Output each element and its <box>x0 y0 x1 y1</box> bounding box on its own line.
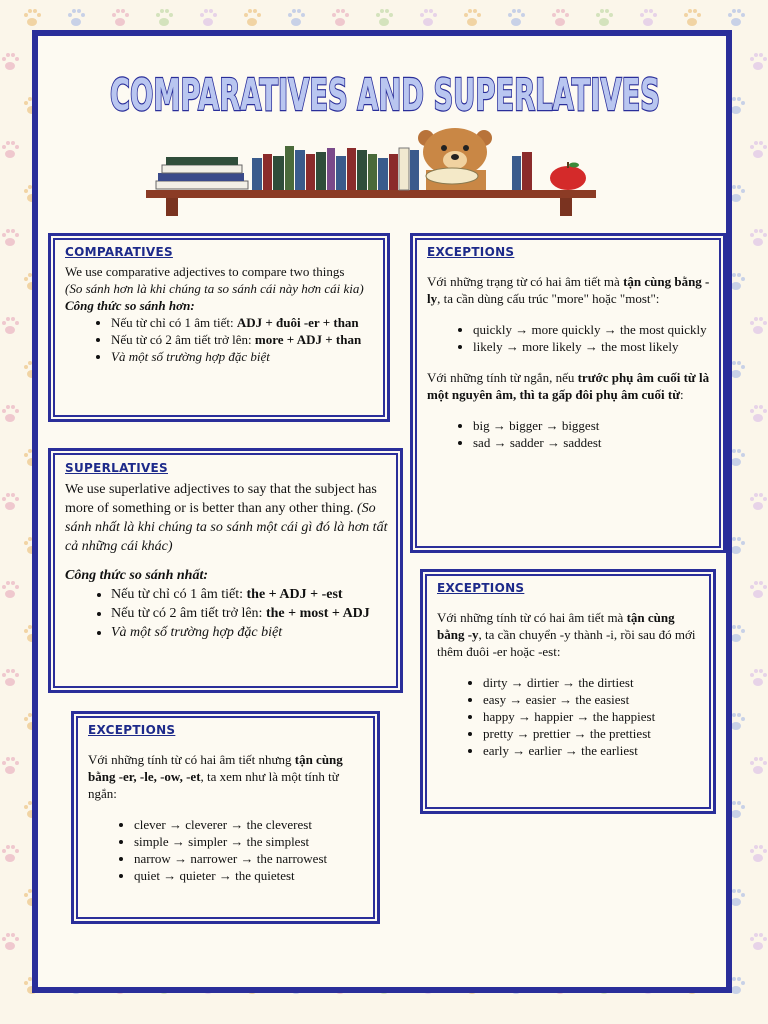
paw-print-icon <box>750 405 767 422</box>
exceptions-ly-box <box>410 233 726 553</box>
list-item: • dirty → dirtier → the dirtiest <box>483 674 701 691</box>
exceptions-double-list <box>427 417 711 451</box>
paw-print-icon <box>750 757 767 774</box>
list-item: • big → bigger → biggest <box>473 417 711 434</box>
exceptions-y-box <box>420 569 716 814</box>
paragraph-bold: tận cùng bằng -y <box>437 610 675 642</box>
comparatives-formula-label: Công thức so sánh hơn: <box>65 298 195 313</box>
exceptions-er-list <box>88 816 365 884</box>
paw-print-icon <box>2 845 19 862</box>
paw-print-icon <box>750 53 767 70</box>
list-item: • pretty → prettier → the prettiest <box>483 725 701 742</box>
paw-print-icon <box>112 9 129 26</box>
rule-text: Nếu từ có 2 âm tiết trở lên: <box>111 332 255 347</box>
list-item: • likely → more likely → the most likely <box>473 338 711 355</box>
superlatives-note: (So sánh nhất là khi chúng ta so sánh một cái gì đó là hơn tất cả những cái khác) <box>65 501 388 554</box>
paw-print-icon <box>24 9 41 26</box>
paw-print-icon <box>596 9 613 26</box>
paw-print-icon <box>200 9 217 26</box>
paw-print-icon <box>2 493 19 510</box>
list-item: • clever → cleverer → the cleverest <box>134 816 365 833</box>
paw-print-icon <box>420 9 437 26</box>
paw-print-icon <box>750 933 767 950</box>
rule-text: Nếu từ chỉ có 1 âm tiết: <box>111 587 247 602</box>
exceptions-er-heading: EXCEPTIONS <box>88 723 176 737</box>
paw-print-icon <box>464 9 481 26</box>
comparatives-rules <box>65 314 375 365</box>
paragraph-text: : <box>680 387 684 402</box>
list-item <box>111 585 388 604</box>
paw-print-icon <box>2 141 19 158</box>
superlatives-box <box>48 448 403 693</box>
superlatives-intro <box>65 480 388 556</box>
rule-formula: the + ADJ + -est <box>246 587 343 602</box>
paw-print-icon <box>2 317 19 334</box>
superlatives-heading: SUPERLATIVES <box>65 461 168 475</box>
list-item: • easy → easier → the easiest <box>483 691 701 708</box>
comparatives-box <box>48 233 390 422</box>
paw-print-icon <box>68 9 85 26</box>
paw-print-icon <box>728 9 745 26</box>
list-item <box>111 604 388 623</box>
bookshelf-illustration <box>140 128 600 220</box>
paw-print-icon <box>640 9 657 26</box>
exceptions-y-heading: EXCEPTIONS <box>437 581 525 595</box>
rule-formula: more + ADJ + than <box>254 332 362 347</box>
paw-print-icon <box>508 9 525 26</box>
paw-print-icon <box>2 669 19 686</box>
list-item: • quiet → quieter → the quietest <box>134 867 365 884</box>
paw-print-icon <box>2 53 19 70</box>
exceptions-double-paragraph <box>427 369 711 403</box>
paragraph-text: , ta xem như là một tính từ ngắn: <box>88 769 339 801</box>
list-item: • early → earlier → the earliest <box>483 742 701 759</box>
rule-formula: ADJ + đuôi -er + than <box>236 315 359 330</box>
paw-print-icon <box>750 581 767 598</box>
paw-print-icon <box>2 229 19 246</box>
paw-print-icon <box>750 669 767 686</box>
paragraph-text: Với những tính từ có hai âm tiết nhưng <box>88 752 295 767</box>
list-item: • narrow → narrower → the narrowest <box>134 850 365 867</box>
list-item: • quickly → more quickly → the most quickly <box>473 321 711 338</box>
paw-print-icon <box>332 9 349 26</box>
comparatives-heading: COMPARATIVES <box>65 245 173 259</box>
paragraph-text: , ta cần dùng cấu trúc "more" hoặc "most": <box>437 291 660 306</box>
paw-print-icon <box>750 229 767 246</box>
exceptions-er-paragraph <box>88 751 365 802</box>
paragraph-bold: tận cùng bằng -er, -le, -ow, -et <box>88 752 343 784</box>
list-item <box>111 331 375 348</box>
paw-print-icon <box>750 141 767 158</box>
paragraph-text: Với những trạng từ có hai âm tiết mà <box>427 274 624 289</box>
paragraph-text: Với những tính từ có hai âm tiết mà <box>437 610 627 625</box>
page-title-text: COMPARATIVES AND SUPERLATIVES <box>110 70 660 121</box>
paw-print-icon <box>288 9 305 26</box>
paragraph-text: Với những tính từ ngắn, nếu <box>427 370 578 385</box>
paw-print-icon <box>156 9 173 26</box>
exceptions-y-paragraph <box>437 609 701 660</box>
rule-text: Nếu từ có 2 âm tiết trở lên: <box>111 606 266 621</box>
superlatives-intro-text: We use superlative adjectives to say that the subject has more of something or is better than any other thing. <box>65 482 377 516</box>
paragraph-bold: trước phụ âm cuối từ là một nguyên âm, thì ta gấp đôi phụ âm cuối từ <box>427 370 710 402</box>
paw-print-icon <box>2 757 19 774</box>
paw-print-icon <box>750 845 767 862</box>
paragraph-bold: tận cùng bằng -ly <box>427 274 710 306</box>
paw-print-icon <box>750 493 767 510</box>
paw-print-icon <box>750 317 767 334</box>
comparatives-intro: We use comparative adjectives to compare two things <box>65 264 345 279</box>
paw-print-icon <box>552 9 569 26</box>
comparatives-note: (So sánh hơn là khi chúng ta so sánh cái này hơn cái kia) <box>65 281 364 296</box>
paw-print-icon <box>244 9 261 26</box>
superlatives-rules <box>65 585 388 642</box>
list-item: • simple → simpler → the simplest <box>134 833 365 850</box>
rule-formula: the + most + ADJ <box>265 606 370 621</box>
paw-print-icon <box>684 9 701 26</box>
exceptions-er-box <box>71 711 380 924</box>
paw-print-icon <box>2 581 19 598</box>
superlatives-formula-label: Công thức so sánh nhất: <box>65 568 208 583</box>
exceptions-ly-list <box>427 321 711 355</box>
list-item: • Và một số trường hợp đặc biệt <box>111 623 388 642</box>
paragraph-text: , ta cần chuyển -y thành -i, rồi sau đó mới thêm đuôi -er hoặc -est: <box>437 627 696 659</box>
list-item: • happy → happier → the happiest <box>483 708 701 725</box>
exceptions-ly-paragraph <box>427 273 711 307</box>
exceptions-y-list <box>437 674 701 759</box>
exceptions-ly-heading: EXCEPTIONS <box>427 245 515 259</box>
list-item: • sad → sadder → saddest <box>473 434 711 451</box>
paw-print-icon <box>2 405 19 422</box>
rule-text: Nếu từ chỉ có 1 âm tiết: <box>111 315 237 330</box>
paw-print-icon <box>2 933 19 950</box>
page-title <box>105 58 665 124</box>
paw-print-icon <box>376 9 393 26</box>
list-item: • Và một số trường hợp đặc biệt <box>111 348 375 365</box>
list-item <box>111 314 375 331</box>
